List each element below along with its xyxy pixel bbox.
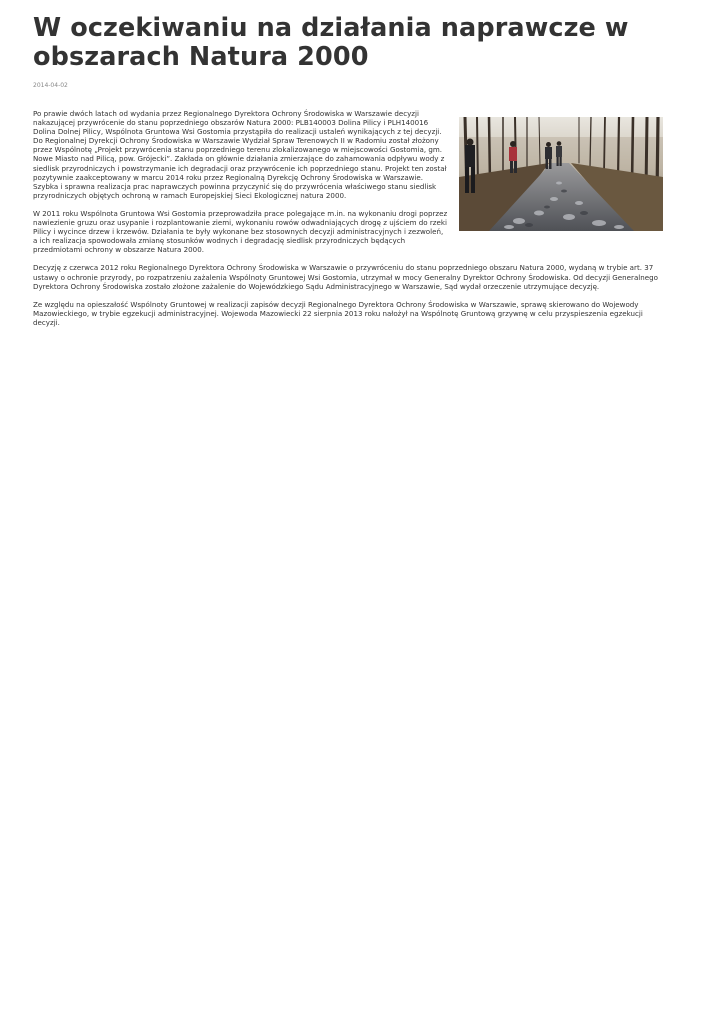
article-paragraph: Decyzję z czerwca 2012 roku Regionalnego Dyrektora Ochrony Środowiska w Warszawie o przywróceniu do stanu poprzedniego obszaru Natura 2000, wydaną w trybie art. 37 ustawy o ochronie przyrody, po rozpatrzeniu zażalenia Wspólnoty Gruntowej Wsi Gostomia, utrzymał w mocy Generalny Dyrektor Ochrony Środowiska. Od decyzji Generalnego Dyrektora Ochrony Środowiska zostało złożone zażalenie do Wojewódzkiego Sądu Administracyjnego w Warszawie, Sąd wydał orzeczenie utrzymujące decyzję. — [33, 263, 658, 291]
article-content — [33, 109, 663, 327]
forest-road-photo — [459, 117, 663, 231]
article-paragraph: Po prawie dwóch latach od wydania przez Regionalnego Dyrektora Ochrony Środowiska w Warszawie decyzji nakazującej przywrócenie do stanu poprzedniego obszarów Natura 2000: PLB140003 Dolina Pilicy i PLH140016 Dolina Dolnej Pilicy, Wspólnota Gruntowa Wsi Gostomia przystąpiła do realizacji ustaleń wynikających z tej decyzji. Do Regionalnej Dyrekcji Ochrony Środowiska w Warszawie Wydział Spraw Terenowych II w Radomiu został złożony przez Wspólnotę „Projekt przywrócenia stanu poprzedniego terenu zlokalizowanego w miejscowości Gostomia, gm. Nowe Miasto nad Pilicą, pow. Grójecki”. Zakłada on głównie działania zmierzające do zahamowania odpływu wody z siedlisk przyrodniczych i powstrzymanie ich degradacji oraz przywrócenie ich poprzedniego stanu. Projekt ten został pozytywnie zaakceptowany w marcu 2014 roku przez Regionalną Dyrekcję Ochrony Środowiska w Warszawie. Szybka i sprawna realizacja prac naprawczych powinna przyczynić się do przywrócenia właściwego stanu siedlisk przyrodniczych objętych ochroną w ramach Europejskiej Sieci Ekologicznej natura 2000. — [33, 109, 447, 200]
article-title: W oczekiwaniu na działania naprawcze w obszarach Natura 2000 — [33, 13, 629, 72]
article-date: 2014-04-02 — [33, 82, 68, 89]
article-paragraph: W 2011 roku Wspólnota Gruntowa Wsi Gostomia przeprowadziła prace polegające m.in. na wykonaniu drogi poprzez nawiezienie gruzu oraz usypanie i rozplantowanie ziemi, wykonaniu rowów odwadniających drogę z ujściem do rzeki Pilicy i wycince drzew i krzewów. Działania te były wykonane bez stosownych decyzji administracyjnych i zezwoleń, a ich realizacja spowodowała zmianę stosunków wodnych i degradację siedlisk przyrodniczych będących przedmiotami ochrony w obszarze Natura 2000. — [33, 208, 448, 255]
article-paragraph: Ze względu na opieszałość Wspólnoty Gruntowej w realizacji zapisów decyzji Regionalnego Dyrektora Ochrony Środowiska w Warszawie, sprawę skierowano do Wojewody Mazowieckiego, w trybie egzekucji administracyjnej. Wojewoda Mazowiecki 22 sierpnia 2013 roku nałożył na Wspólnotę Gruntową grzywnę w celu przyspieszenia egzekucji decyzji. — [33, 299, 643, 327]
article-photo — [459, 117, 663, 231]
article — [33, 14, 663, 336]
